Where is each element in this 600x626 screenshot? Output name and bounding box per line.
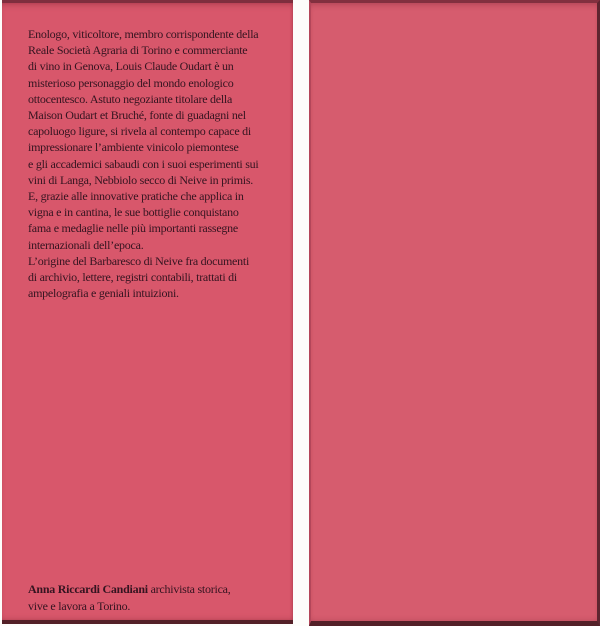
flap-text-line: ampelografia e geniali intuizioni. <box>28 286 179 301</box>
flap-text-line: Reale Società Agraria di Torino e commerciante <box>28 43 248 58</box>
flap-text-line: capoluogo ligure, si rivela al contempo capace di <box>28 124 251 139</box>
flap-text-line: misterioso personaggio del mondo enologico <box>28 75 234 90</box>
flap-text-line: Enologo, viticoltore, membro corrispondente della <box>28 27 259 41</box>
flap-text-line: e gli accademici sabaudi con i suoi esperimenti sui <box>28 156 259 171</box>
flap-text-line: vigna e in cantina, le sue bottiglie conquistano <box>28 205 239 220</box>
flap-text-line: impressionare l’ambiente vinicolo piemontese <box>28 140 239 155</box>
flap-text-line: ottocentesco. Astuto negoziante titolare della <box>28 91 233 106</box>
right-flap-panel <box>309 0 600 626</box>
flap-text-line: Maison Oudart et Bruché, fonte di guadagni nel <box>28 108 246 123</box>
flap-text-line: E, grazie alle innovative pratiche che applica in <box>28 189 244 204</box>
flap-text-line: fama e medaglie nelle più importanti rassegne <box>28 221 238 236</box>
flap-text-line: di vino in Genova, Louis Claude Oudart è un <box>28 59 234 74</box>
left-flap-panel <box>2 0 293 624</box>
flap-description <box>28 26 278 301</box>
flap-text-line: L’origine del Barbaresco di Neive fra documenti <box>28 253 250 268</box>
flap-text-line: internazionali dell’epoca. <box>28 237 144 252</box>
author-role: archivista storica, <box>147 582 231 596</box>
author-name: Anna Riccardi Candiani <box>28 582 148 596</box>
author-note <box>28 581 278 615</box>
author-note-line: vive e lavora a Torino. <box>28 599 131 613</box>
flap-text-line: di archivio, lettere, registri contabili, trattati di <box>28 270 238 285</box>
flap-text-line: vini di Langa, Nebbiolo secco di Neive in primis. <box>28 172 254 187</box>
author-note-line <box>28 581 278 598</box>
